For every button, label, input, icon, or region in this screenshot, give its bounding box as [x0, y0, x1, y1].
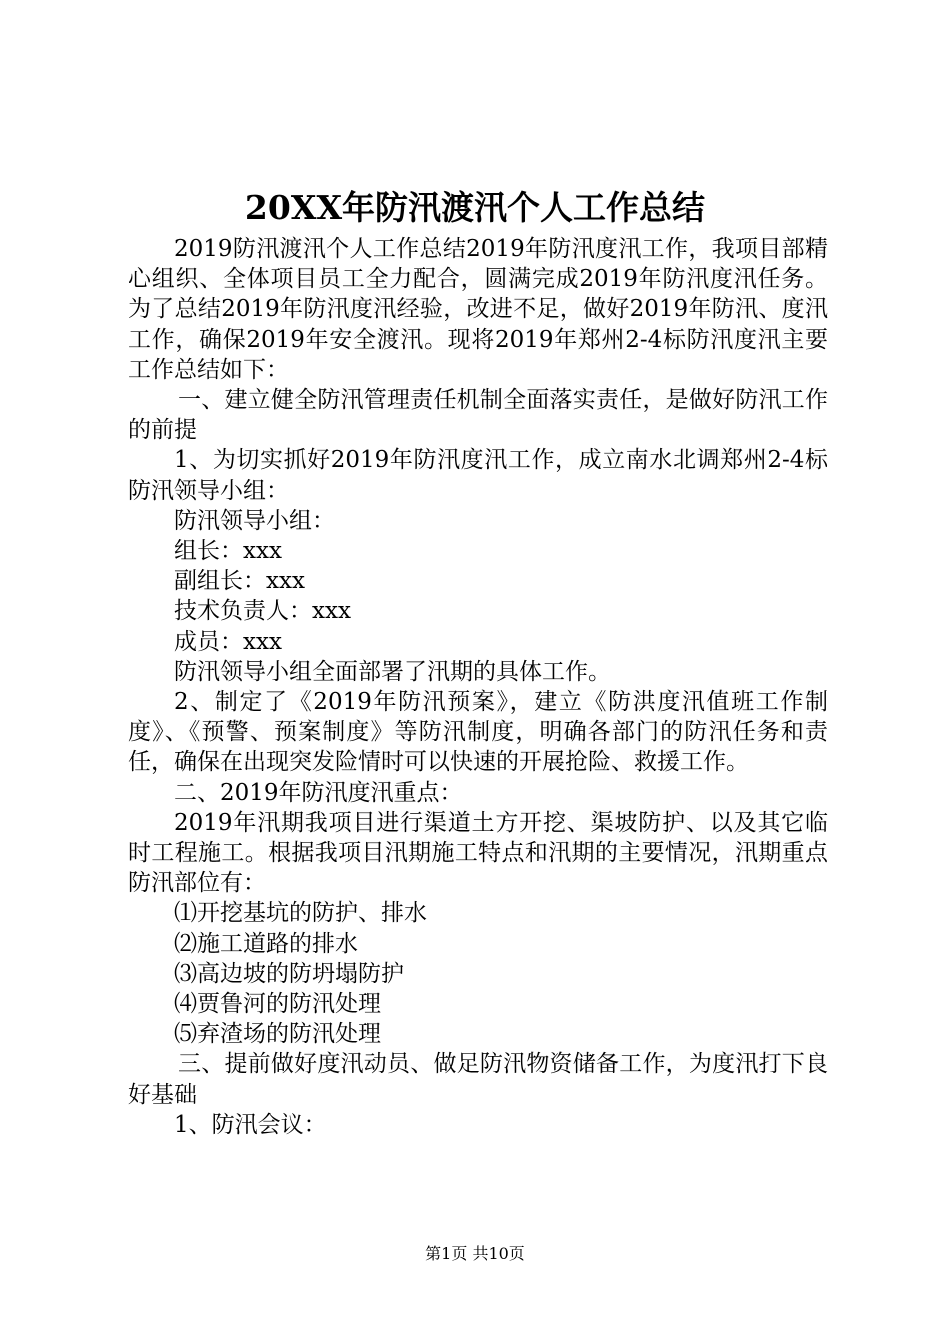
paragraph-group-leader: 组长：xxx: [174, 538, 282, 565]
paragraph-key-points: 2019年汛期我项目进行渠道土方开挖、渠坡防护、以及其它临时工程施工。根据我项目汛期施工特点和汛期的主要情况，汛期重点防汛部位有：: [128, 809, 828, 897]
list-item: ⑷贾鲁河的防汛处理: [174, 991, 381, 1018]
section-heading-3: 三、提前做好度汛动员、做足防汛物资储备工作，为度汛打下良好基础: [128, 1051, 828, 1108]
page-number-footer: 第1页 共10页: [425, 1244, 525, 1263]
list-item: ⑴开挖基坑的防护、排水: [174, 900, 427, 927]
section-heading-2: 二、2019年防汛度汛重点：: [174, 779, 463, 806]
document-title: 20XX年防汛渡汛个人工作总结: [244, 188, 706, 227]
list-item: ⑶高边坡的防坍塌防护: [174, 960, 404, 987]
paragraph-tech-lead: 技术负责人：xxx: [174, 598, 351, 625]
list-item: ⑸弃渣场的防汛处理: [174, 1021, 381, 1048]
document-body: [128, 234, 828, 1140]
paragraph-members: 成员：xxx: [174, 628, 282, 655]
paragraph-deputy-leader: 副组长：xxx: [174, 568, 305, 595]
paragraph-intro: 2019防汛渡汛个人工作总结2019年防汛度汛工作，我项目部精心组织、全体项目员工全力配合，圆满完成2019年防汛度汛任务。为了总结2019年防汛度汛经验，改进不足，做好2019年防汛、度汛工作，确保2019年安全渡汛。现将2019年郑州2-4标防汛度汛主要工作总结如下：: [128, 236, 828, 383]
list-item: ⑵施工道路的排水: [174, 930, 358, 957]
paragraph-deployment: 防汛领导小组全面部署了汛期的具体工作。: [174, 658, 611, 685]
paragraph-leader-group: 防汛领导小组：: [174, 507, 335, 534]
paragraph-item-2: 2、制定了《2019年防汛预案》，建立《防洪度汛值班工作制度》、《预警、预案制度》等防汛制度，明确各部门的防汛任务和责任，确保在出现突发险情时可以快速的开展抢险、救援工作。: [128, 689, 828, 776]
paragraph-meeting: 1、防汛会议：: [174, 1111, 327, 1138]
paragraph-item-1: 1、为切实抓好2019年防汛度汛工作，成立南水北调郑州2-4标防汛领导小组：: [128, 447, 828, 504]
section-heading-1: 一、建立健全防汛管理责任机制全面落实责任，是做好防汛工作的前提: [128, 387, 828, 444]
